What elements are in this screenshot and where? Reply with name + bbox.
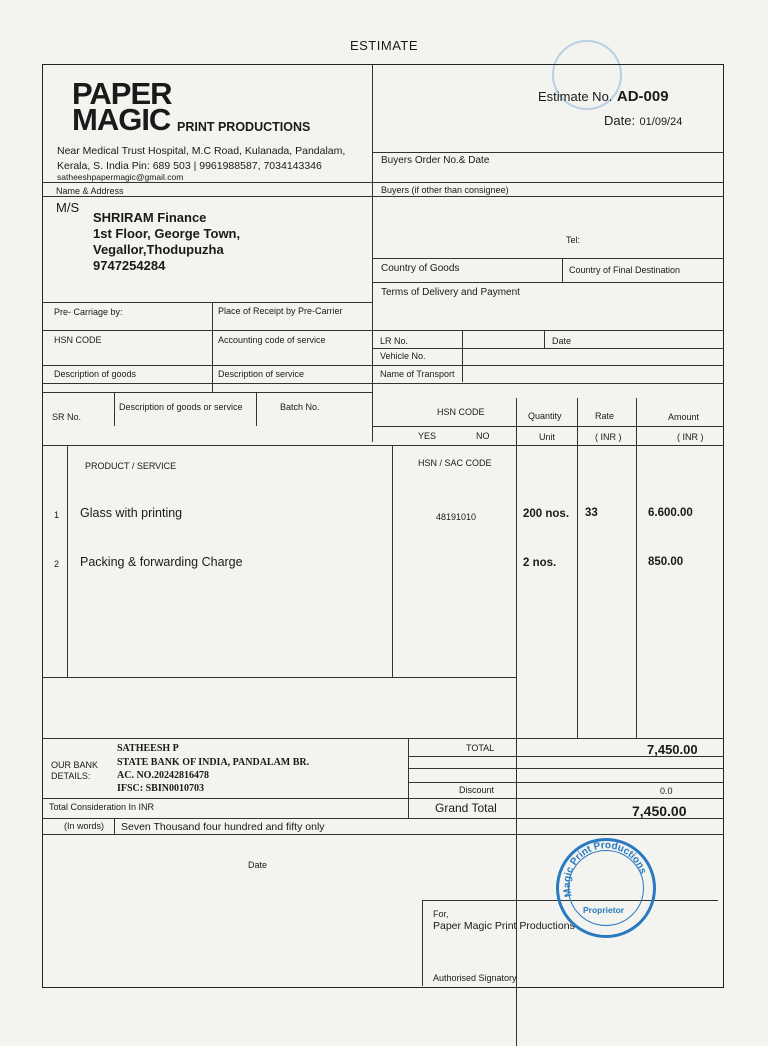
desc-goods-label: Description of goods <box>54 369 137 379</box>
seal-text-ring <box>556 838 656 938</box>
pre-carriage-label: Pre- Carriage by: <box>54 307 123 317</box>
item-1-amount: 6.600.00 <box>648 507 693 519</box>
item-1-qty: 200 nos. <box>523 508 570 520</box>
date-label: Date: <box>604 113 636 128</box>
name-address-label: Name & Address <box>56 186 124 196</box>
col-quantity: Quantity <box>528 411 562 421</box>
vehicle-no-label: Vehicle No. <box>380 351 426 361</box>
customer-address-2: Vegallor,Thodupuzha <box>93 242 224 257</box>
item-1-sr: 1 <box>54 510 60 520</box>
col-batch: Batch No. <box>280 402 320 412</box>
item-1-rate: 33 <box>585 507 598 519</box>
terms-label: Terms of Delivery and Payment <box>381 287 520 298</box>
item-2-sr: 2 <box>54 559 60 569</box>
customer-name: SHRIRAM Finance <box>93 210 207 225</box>
company-address-line1: Near Medical Trust Hospital, M.C Road, Kulanada, Pandalam, <box>57 145 346 157</box>
col-amount-unit: ( INR ) <box>677 432 704 442</box>
total-value: 7,450.00 <box>647 742 698 757</box>
bank-label-1: OUR BANK <box>51 760 99 770</box>
consideration-label: Total Consideration In INR <box>49 802 155 812</box>
item-1-hsn: 48191010 <box>436 512 477 522</box>
estimate-date <box>604 112 682 130</box>
footer-date-label: Date <box>248 860 268 870</box>
desc-service-label: Description of service <box>218 369 305 379</box>
hsn-code-label: HSN CODE <box>54 335 102 345</box>
for-company: Paper Magic Print Productions <box>433 920 575 932</box>
header-divider <box>372 64 373 442</box>
svg-text:Magic Print Productions <box>562 840 649 898</box>
col-hsn-no: NO <box>476 431 490 441</box>
customer-address-1: 1st Floor, George Town, <box>93 226 241 241</box>
bank-name: STATE BANK OF INDIA, PANDALAM BR. <box>117 757 310 768</box>
item-2-amount: 850.00 <box>648 556 684 568</box>
col-description: Description of goods or service <box>119 402 243 412</box>
seal-arc-text: Magic Print Productions <box>561 840 649 898</box>
for-label: For, <box>433 909 449 919</box>
col-hsn: HSN CODE <box>437 407 485 417</box>
bank-account-name: SATHEESH P <box>117 743 179 754</box>
logo-paper: PAPER <box>72 76 172 111</box>
grand-total-label: Grand Total <box>435 801 497 815</box>
customer-prefix: M/S <box>56 200 80 215</box>
buyers-order-label: Buyers Order No.& Date <box>381 155 490 166</box>
bank-label-2: DETAILS: <box>51 771 91 781</box>
lr-no-label: LR No. <box>380 336 409 346</box>
estimate-no-label: Estimate No. <box>538 89 613 104</box>
col-rate: Rate <box>595 411 615 421</box>
customer-phone: 9747254284 <box>93 258 166 273</box>
in-words-label: (In words) <box>64 821 105 831</box>
item-1-desc: Glass with printing <box>80 506 183 520</box>
authorised-signatory: Authorised Signatory <box>433 973 517 983</box>
discount-label: Discount <box>459 785 495 795</box>
estimate-no-value: AD-009 <box>616 88 669 105</box>
tel-label: Tel: <box>566 235 581 245</box>
date-field-label: Date <box>552 336 572 346</box>
col-hsn-yes: YES <box>418 431 437 441</box>
in-words-value: Seven Thousand four hundred and fifty only <box>121 821 325 833</box>
product-service-label: PRODUCT / SERVICE <box>85 461 177 471</box>
estimate-number <box>538 88 669 106</box>
col-amount: Amount <box>668 412 700 422</box>
col-sr-no: SR No. <box>52 412 82 422</box>
item-2-qty: 2 nos. <box>523 557 557 569</box>
accounting-code-label: Accounting code of service <box>218 335 326 345</box>
hsn-sac-label: HSN / SAC CODE <box>418 458 492 468</box>
item-2-desc: Packing & forwarding Charge <box>80 555 243 569</box>
grand-total-value: 7,450.00 <box>632 803 687 819</box>
total-label: TOTAL <box>466 743 495 753</box>
logo-magic: MAGIC <box>72 102 171 137</box>
bank-account-no: AC. NO.20242816478 <box>117 770 209 781</box>
name-transport-label: Name of Transport <box>380 369 455 379</box>
company-email: satheeshpapermagic@gmail.com <box>57 172 184 182</box>
seal-center-text: Proprietor <box>583 905 625 915</box>
col-unit: Unit <box>539 432 556 442</box>
country-goods-label: Country of Goods <box>381 263 460 274</box>
country-final-label: Country of Final Destination <box>569 265 681 275</box>
bank-ifsc: IFSC: SBIN0010703 <box>117 783 204 794</box>
company-address-line2: Kerala, S. India Pin: 689 503 | 9961988587, 7034143346 <box>57 160 322 172</box>
buyers-other-label: Buyers (if other than consignee) <box>381 185 509 195</box>
discount-value: 0.0 <box>660 786 673 796</box>
place-receipt-label: Place of Receipt by Pre-Carrier <box>218 306 343 316</box>
col-rate-unit: ( INR ) <box>595 432 622 442</box>
company-subtitle: PRINT PRODUCTIONS <box>177 120 311 134</box>
date-value: 01/09/24 <box>639 116 683 128</box>
document-title: ESTIMATE <box>349 38 419 53</box>
